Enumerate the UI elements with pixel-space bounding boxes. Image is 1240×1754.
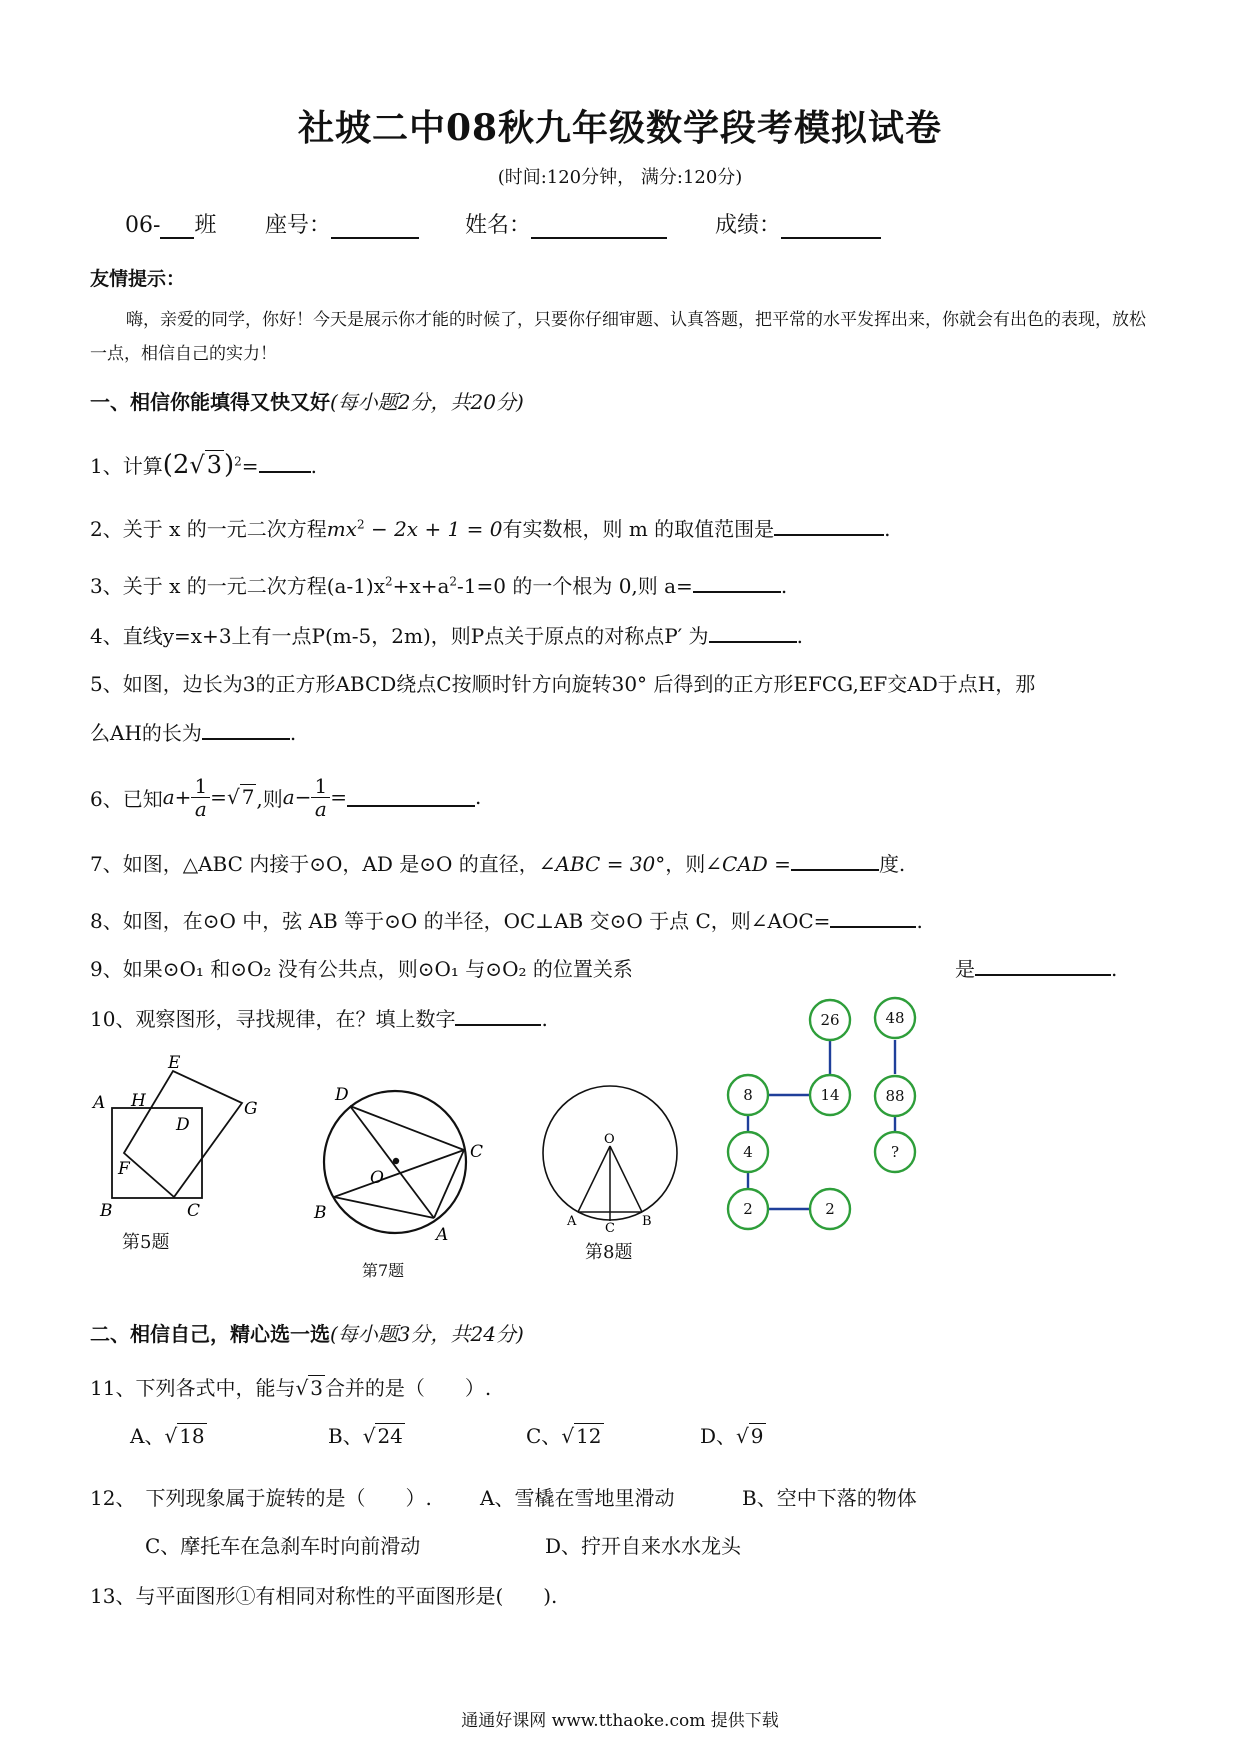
figure-10 [725,995,945,1245]
answer-blank-6[interactable] [347,787,475,807]
section2-heading: 二、相信自己，精心选一选(每小题3分，共24分) [90,1322,524,1346]
fraction-1-over-a: $\frac{1}{a}$ [191,775,210,820]
answer-blank-5[interactable] [202,720,290,740]
center-dot [393,1158,399,1164]
question-5-line1: 5、如图，边长为3的正方形ABCD绕点C按顺时针方向旋转30° 后得到的正方形EFCG,EF交AD于点H，那 [90,672,1036,696]
question-3: 3、关于 x 的一元二次方程$(a-1)x^2+x+a^2-1=0$ 的一个根为 0,则 a= . [90,574,788,598]
footer-credit: 通通好课网 www.tthaoke.com 提供下载 [461,1711,779,1731]
score-field[interactable]: 成绩： [715,208,881,239]
page-title: 社坡二中08秋九年级数学段考模拟试卷 [297,107,943,149]
label-d: D [335,1085,349,1105]
sqrt-sign: √ 7 [226,785,255,809]
label-g: G [244,1099,258,1119]
svg-text:8: 8 [743,1086,753,1104]
class-blank[interactable] [160,217,194,239]
answer-blank-9[interactable] [975,956,1111,976]
svg-text:48: 48 [885,1009,905,1027]
section1-heading: 一、相信你能填得又快又好(每小题2分，共20分) [90,390,524,414]
option-11-b[interactable]: B、√ 24 [328,1424,403,1448]
label-o: O [370,1168,384,1188]
svg-text:88: 88 [885,1087,905,1105]
name-blank[interactable] [531,217,667,239]
class-field[interactable]: 06- 班 [125,213,217,238]
seat-blank[interactable] [331,217,419,239]
option-12-d[interactable]: D、拧开自来水水龙头 [545,1534,742,1558]
answer-blank-10[interactable] [455,1006,541,1026]
option-11-d[interactable]: D、√ 9 [700,1424,764,1448]
label-b: B [100,1201,113,1220]
score-blank[interactable] [781,217,881,239]
question-9: 9、如果⊙O₁ 和⊙O₂ 没有公共点，则⊙O₁ 与⊙O₂ 的位置关系 [90,957,633,981]
option-12-c[interactable]: C、摩托车在急刹车时向前滑动 [145,1534,421,1558]
tips-body: 嗨，亲爱的同学，你好！今天是展示你才能的时候了，只要你仔细审题、认真答题，把平常的水平发挥出来，你就会有出色的表现，放松一点，相信自己的实力！ [90,310,1146,364]
label-o: O [604,1132,615,1147]
label-f: F [118,1159,130,1179]
question-12: 12、 下列现象属于旋转的是（ ）. [90,1486,432,1510]
answer-blank-8[interactable] [830,908,916,928]
svg-text:26: 26 [820,1011,840,1029]
label-d: D [176,1115,190,1135]
label-c: C [605,1221,615,1235]
label-e: E [168,1053,181,1073]
label-a: A [567,1214,577,1229]
question-10: 10、观察图形，寻找规律，在？填上数字 . [90,1007,548,1031]
answer-blank-2[interactable] [774,516,884,536]
name-field[interactable]: 姓名： [465,208,667,239]
question-13: 13、与平面图形①有相同对称性的平面图形是( ). [90,1584,558,1608]
label-a: A [93,1093,106,1113]
question-4: 4、直线y=x+3上有一点P(m-5，2m)，则P点关于原点的对称点P′ 为 . [90,624,803,648]
tips-heading: 友情提示： [90,268,186,290]
figure-5-caption: 第5题 [122,1232,170,1253]
label-b: B [642,1214,652,1229]
answer-blank-1[interactable] [259,453,311,473]
svg-text:4: 4 [743,1143,753,1161]
question-9-answer: 是 . [955,957,1118,981]
label-h: H [131,1091,146,1111]
option-11-c[interactable]: C、√ 12 [526,1424,602,1448]
label-a: A [436,1225,449,1245]
answer-blank-4[interactable] [709,623,797,643]
option-11-a[interactable]: A、√ 18 [130,1424,205,1448]
figure-8 [530,1075,690,1235]
label-c: C [187,1201,201,1220]
svg-text:14: 14 [820,1086,840,1104]
figure-7-caption: 第7题 [362,1261,405,1280]
figure-7 [310,1070,500,1250]
figure-5 [88,1050,278,1220]
label-c: C [470,1142,484,1162]
option-12-a[interactable]: A、雪橇在雪地里滑动 [480,1486,675,1510]
question-6: 6、已知 a + $\frac{1}{a}$ = √ 7 ,则 a − $\frac{1}{a}$ = . [90,773,482,821]
answer-blank-7[interactable] [791,851,879,871]
figure-8-caption: 第8题 [585,1242,633,1263]
option-12-b[interactable]: B、空中下落的物体 [742,1486,917,1510]
seat-field[interactable]: 座号： [265,208,419,239]
svg-text:?: ? [890,1143,900,1161]
page-subtitle: (时间:120分钟， 满分:120分) [497,167,743,188]
sqrt-sign: √3 [189,451,222,479]
question-5-line2: 么AH的长为 . [90,721,297,745]
sqrt-sign: √ 3 [295,1376,323,1400]
fraction-1-over-a-2: $\frac{1}{a}$ [311,775,330,820]
question-8: 8、如图，在⊙O 中，弦 AB 等于⊙O 的半径，OC⊥AB 交⊙O 于点 C，则∠AOC= . [90,909,923,933]
label-b: B [314,1203,327,1223]
question-7: 7、如图，△ABC 内接于⊙O，AD 是⊙O 的直径，∠ABC = 30°，则∠CAD = 度. [90,852,906,876]
question-2: 2、关于 x 的一元二次方程$mx^2 - 2x + 1 = 0$有实数根，则 m 的取值范围是 . [90,517,891,541]
svg-text:2: 2 [825,1200,835,1218]
svg-text:2: 2 [743,1200,753,1218]
question-1: 1、计算$(2√3)^2=$ . [90,450,317,480]
answer-blank-3[interactable] [693,573,781,593]
question-11: 11、下列各式中，能与√ 3 合并的是（ ）. [90,1376,492,1400]
